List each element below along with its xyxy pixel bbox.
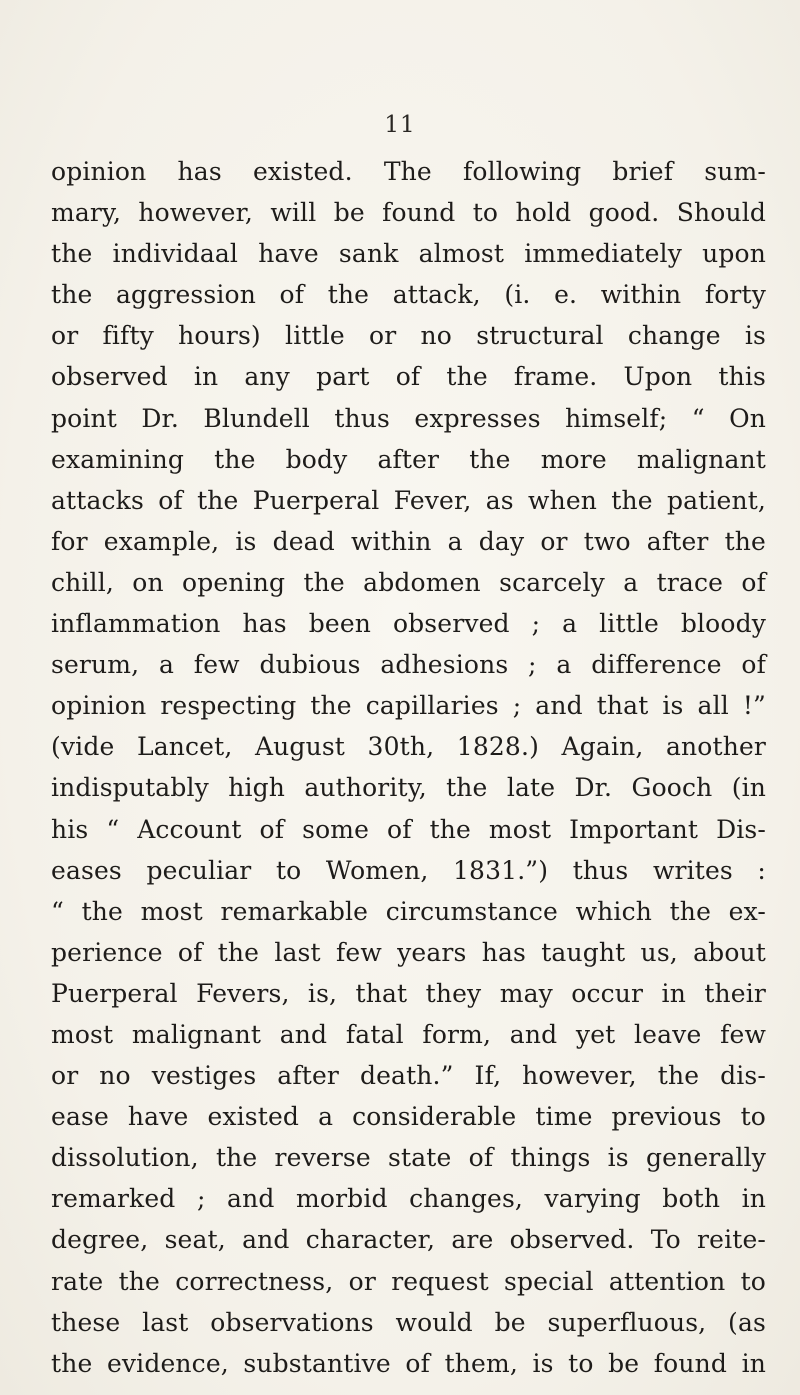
page-number: 11: [384, 112, 416, 138]
text-line: observed in any part of the frame. Upon this: [51, 362, 766, 392]
text-line: opinion has existed. The following brief sum-: [51, 157, 766, 186]
text-line: the aggression of the attack, (i. e. within forty: [51, 280, 766, 310]
text-line: mary, however, will be found to hold good. Should: [51, 198, 766, 228]
text-line: remarked ; and morbid changes, varying both in: [51, 1184, 766, 1214]
text-line: these last observations would be superfluous, (as: [51, 1307, 766, 1337]
text-line: most malignant and fatal form, and yet leave few: [51, 1019, 766, 1049]
text-line: Puerperal Fevers, is, that they may occur in their: [51, 978, 766, 1008]
body-text: [51, 151, 766, 1384]
text-line: the individaal have sank almost immediately upon: [51, 239, 766, 269]
text-line: examining the body after the more malignant: [51, 444, 766, 474]
text-line: opinion respecting the capillaries ; and that is all !”: [51, 691, 766, 721]
text-line: ease have existed a considerable time previous to: [51, 1102, 766, 1132]
text-line: for example, is dead within a day or two after the: [51, 526, 766, 556]
text-line: or fifty hours) little or no structural change is: [51, 321, 766, 351]
text-line: “ the most remarkable circumstance which the ex-: [51, 896, 766, 926]
text-line: rate the correctness, or request special attention to: [51, 1266, 766, 1296]
text-line: degree, seat, and character, are observed. To reite-: [51, 1225, 766, 1255]
text-line: attacks of the Puerperal Fever, as when the patient,: [51, 485, 766, 515]
text-line: point Dr. Blundell thus expresses himself; “ On: [51, 403, 766, 433]
text-line: (vide Lancet, August 30th, 1828.) Again, another: [51, 732, 766, 762]
text-line: the evidence, substantive of them, is to be found in: [51, 1348, 766, 1378]
text-line: his “ Account of some of the most Important Dis-: [51, 814, 766, 844]
text-line: eases peculiar to Women, 1831.”) thus writes :: [51, 855, 766, 885]
text-line: dissolution, the reverse state of things is generally: [51, 1143, 766, 1173]
text-line: indisputably high authority, the late Dr. Gooch (in: [51, 773, 766, 803]
text-line: or no vestiges after death.” If, however, the dis-: [51, 1061, 766, 1091]
text-line: inflammation has been observed ; a little bloody: [51, 609, 766, 639]
text-line: serum, a few dubious adhesions ; a difference of: [51, 650, 766, 680]
text-line: chill, on opening the abdomen scarcely a trace of: [51, 567, 766, 597]
text-line: perience of the last few years has taught us, about: [51, 937, 766, 967]
